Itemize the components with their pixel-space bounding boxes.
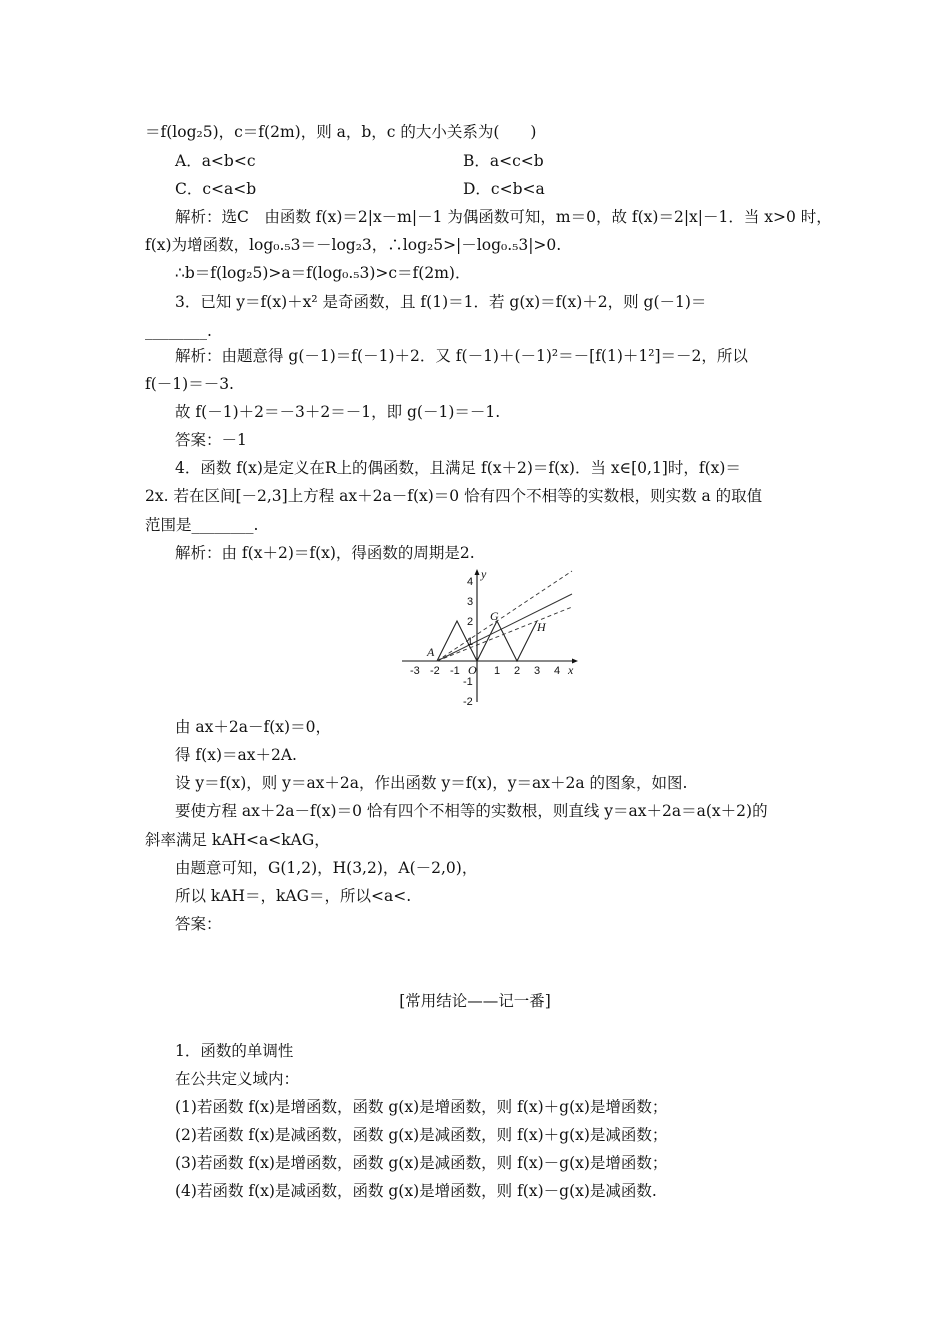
point-label-h: H bbox=[537, 620, 546, 634]
x-tick-label: 2 bbox=[514, 665, 521, 677]
y-tick-label: 2 bbox=[467, 616, 474, 628]
option-a: A．a<b<c bbox=[175, 152, 256, 170]
x-tick-label: -2 bbox=[430, 665, 440, 677]
option-c: C．c<a<b bbox=[175, 180, 257, 198]
x-tick-label: 3 bbox=[534, 665, 541, 677]
point-label-a: A bbox=[427, 645, 435, 659]
y-axis-arrow-icon bbox=[475, 569, 480, 575]
x-tick-label: -3 bbox=[410, 665, 420, 677]
conclusion-title: 1．函数的单调性 bbox=[175, 1042, 294, 1060]
q4-stem-line: 2x. 若在区间[－2,3]上方程 ax＋2a－f(x)＝0 恰有四个不相等的实数根，则实数 a 的取值 bbox=[145, 487, 763, 505]
q3-stem-line: 3．已知 y＝f(x)＋x² 是奇函数，且 f(1)＝1．若 g(x)＝f(x)＋2，则 g(－1)＝ bbox=[175, 293, 707, 311]
option-b: B．a<c<b bbox=[463, 152, 544, 170]
q2-solution-line: f(x)为增函数，log₀.₅3＝－log₂3，∴log₂5>|－log₀.₅3|>0. bbox=[145, 236, 562, 254]
q4-solution-line: 解析：由 f(x＋2)＝f(x)，得函数的周期是2. bbox=[175, 544, 475, 562]
q2-solution-line: 解析：选C 由函数 f(x)＝2|x－m|－1 为偶函数可知，m＝0，故 f(x)＝2|x|－1．当 x>0 时， bbox=[175, 208, 832, 226]
q4-solution-line: 由 ax＋2a－f(x)＝0， bbox=[175, 718, 331, 736]
option-d: D．c<b<a bbox=[463, 180, 545, 198]
conclusion-intro: 在公共定义域内： bbox=[175, 1070, 300, 1088]
q4-solution-line: 由题意可知，G(1,2)，H(3,2)，A(－2,0)， bbox=[175, 859, 478, 877]
conclusion-item: (3)若函数 f(x)是增函数，函数 g(x)是减函数，则 f(x)－g(x)是增函数； bbox=[175, 1154, 668, 1172]
q4-solution-line: 得 f(x)＝ax＋2A. bbox=[175, 746, 297, 764]
y-axis-label: y bbox=[481, 568, 487, 581]
q4-solution-line: 设 y＝f(x)，则 y＝ax＋2a，作出函数 y＝f(x)，y＝ax＋2a 的图象，如图. bbox=[175, 774, 688, 792]
origin-label: O bbox=[468, 663, 477, 677]
conclusion-item: (1)若函数 f(x)是增函数，函数 g(x)是增函数，则 f(x)＋g(x)是增函数； bbox=[175, 1098, 668, 1116]
x-tick-labels bbox=[410, 663, 560, 677]
q3-solution-line: f(－1)＝－3. bbox=[145, 375, 234, 393]
q4-stem-line: 范围是________. bbox=[145, 516, 259, 534]
point-label-g: G bbox=[490, 609, 499, 623]
line-between bbox=[437, 594, 572, 661]
y-tick-label: 3 bbox=[467, 596, 474, 608]
x-tick-label: 1 bbox=[494, 665, 501, 677]
q3-solution-line: 故 f(－1)＋2＝－3＋2＝－1，即 g(－1)＝－1. bbox=[175, 403, 501, 421]
line-through-h bbox=[437, 607, 572, 661]
y-tick-labels bbox=[463, 576, 473, 708]
q3-answer: 答案：－1 bbox=[175, 431, 247, 449]
conclusion-item: (2)若函数 f(x)是减函数，函数 g(x)是减函数，则 f(x)＋g(x)是减函数； bbox=[175, 1126, 668, 1144]
x-axis-label: x bbox=[568, 663, 574, 677]
x-tick-label: -1 bbox=[450, 665, 460, 677]
q2-stem-line: ＝f(log₂5)，c＝f(2m)，则 a，b，c 的大小关系为( ) bbox=[145, 123, 537, 141]
q4-solution-line: 所以 kAH＝，kAG＝，所以<a<. bbox=[175, 887, 412, 905]
function-graph-figure bbox=[400, 568, 590, 708]
q3-stem-line: ________. bbox=[145, 322, 212, 340]
section-title: [常用结论——记一番] bbox=[399, 992, 551, 1010]
y-tick-label: 4 bbox=[467, 576, 474, 588]
q4-solution-line: 斜率满足 kAH<a<kAG， bbox=[145, 831, 330, 849]
conclusion-item: (4)若函数 f(x)是减函数，函数 g(x)是增函数，则 f(x)－g(x)是减函数. bbox=[175, 1182, 657, 1200]
q2-solution-line: ∴b＝f(log₂5)>a＝f(log₀.₅3)>c＝f(2m)． bbox=[175, 264, 471, 282]
line-through-g bbox=[437, 571, 572, 661]
q4-answer: 答案： bbox=[175, 915, 222, 933]
y-tick-label: -2 bbox=[463, 696, 473, 708]
y-tick-label: 1 bbox=[467, 636, 474, 648]
x-tick-label: 4 bbox=[554, 665, 561, 677]
y-tick-label: -1 bbox=[463, 676, 473, 688]
q4-solution-line: 要使方程 ax＋2a－f(x)＝0 恰有四个不相等的实数根，则直线 y＝ax＋2a＝a(x＋2)的 bbox=[175, 802, 768, 820]
q4-stem-line: 4．函数 f(x)是定义在R上的偶函数，且满足 f(x＋2)＝f(x)．当 x∈[0,1]时，f(x)＝ bbox=[175, 459, 741, 477]
q3-solution-line: 解析：由题意得 g(－1)＝f(－1)＋2．又 f(－1)＋(－1)²＝－[f(1)＋1²]＝－2，所以 bbox=[175, 347, 748, 365]
